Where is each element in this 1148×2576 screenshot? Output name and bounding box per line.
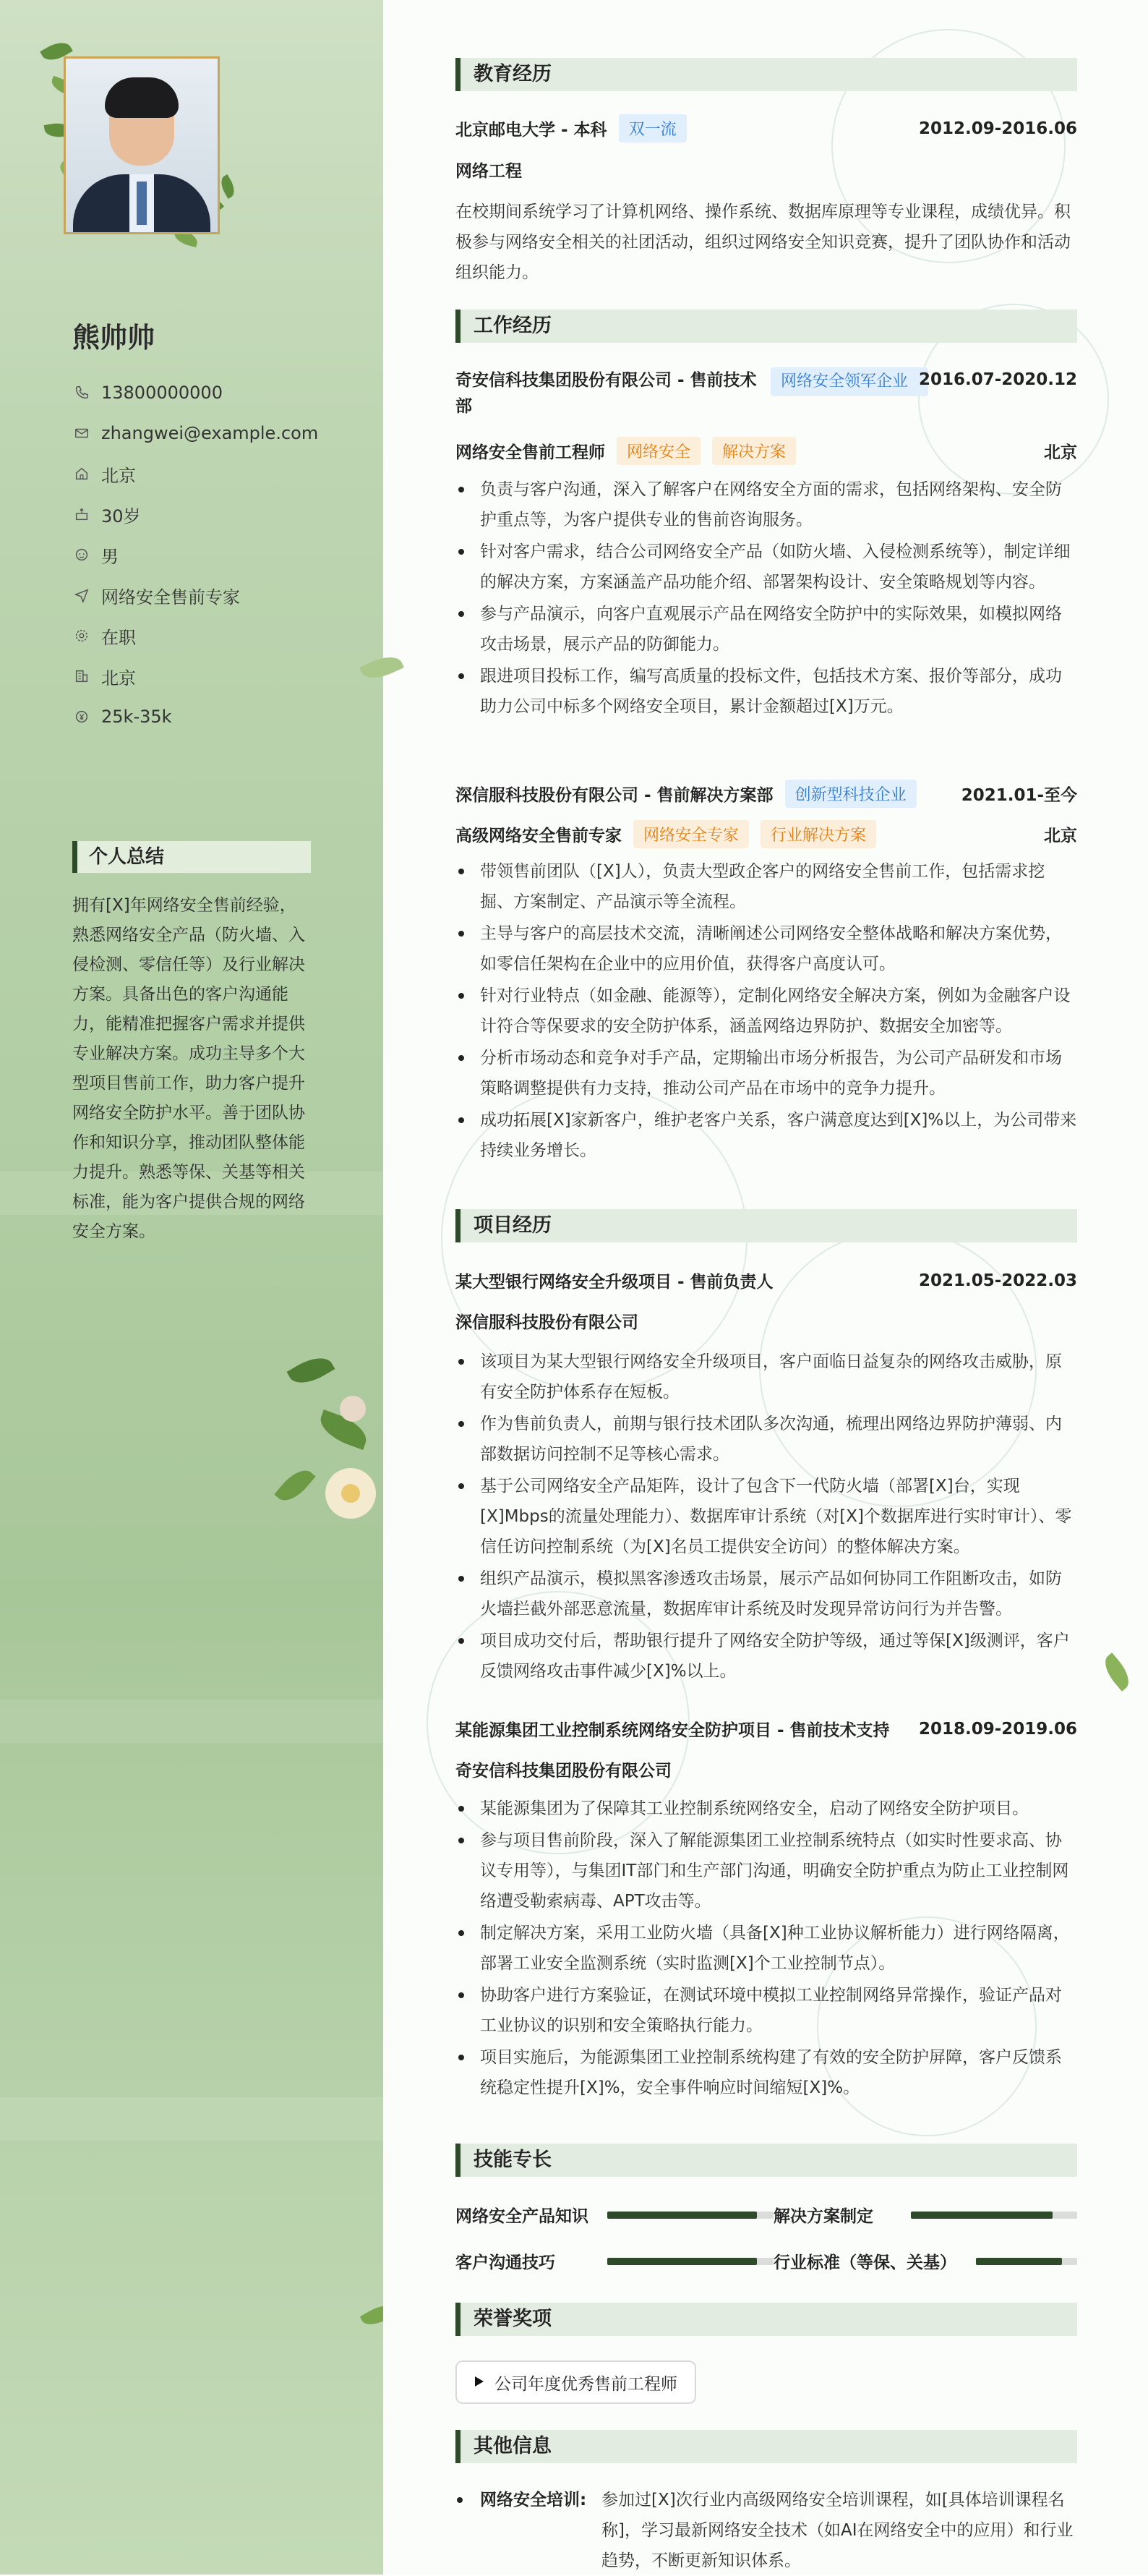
skills-heading: 技能专长	[455, 2144, 1077, 2177]
job-role: 网络安全售前工程师	[455, 443, 605, 462]
age-text: 30岁	[101, 506, 141, 526]
job-bullets	[455, 856, 1077, 1167]
avatar	[64, 56, 220, 234]
candidate-name: 熊帅帅	[72, 322, 155, 354]
education-description: 在校期间系统学习了计算机网络、操作系统、数据库原理等专业课程，成绩优异。积极参与网络安全相关的社团活动，组织过网络安全知识竞赛，提升了团队协作和活动组织能力。	[455, 202, 1071, 282]
email-row	[72, 413, 318, 453]
flower-decoration	[341, 1484, 360, 1503]
job-company-tag: 创新型科技企业	[785, 780, 917, 808]
awards-heading: 荣誉奖项	[455, 2303, 1077, 2336]
job-header-row	[455, 780, 1077, 808]
job-period: 2016.07-2020.12	[918, 370, 1077, 389]
award-text: 公司年度优秀售前工程师	[494, 2374, 677, 2394]
list-item: 成功拓展[X]家新客户，维护老客户关系，客户满意度达到[X]%以上，为公司带来持续业务增长。	[455, 1105, 1077, 1166]
main-content	[383, 0, 1148, 2575]
age-row	[72, 494, 318, 534]
summary-text: 拥有[X]年网络安全售前经验，熟悉网络安全产品（防火墙、入侵检测、零信任等）及行业解决方案。具备出色的客户沟通能力，能精准把握客户需求并提供专业解决方案。成功主导多个大型项目售前工作，助力客户提升网络安全防护水平。善于团队协作和知识分享，推动团队整体能力提升。熟悉等保、关基等相关标准，能为客户提供合规的网络安全方案。	[72, 896, 305, 1241]
list-item: 该项目为某大型银行网络安全升级项目，客户面临日益复杂的网络攻击威胁，原有安全防护体系存在短板。	[455, 1347, 1077, 1407]
phone-icon	[72, 383, 91, 402]
skill-name: 网络安全产品知识	[455, 2207, 588, 2226]
other-info-row	[455, 2485, 1077, 2576]
sidebar-texture	[0, 1699, 383, 1743]
list-item: 针对客户需求，结合公司网络安全产品（如防火墙、入侵检测系统等），制定详细的解决方案，方案涵盖产品功能介绍、部署架构设计、安全策略规划等内容。	[455, 537, 1077, 597]
project-bullets	[455, 1794, 1077, 2104]
gear-icon	[72, 626, 91, 645]
skill-bar-fill	[607, 2258, 757, 2265]
education-school: 北京邮电大学 - 本科	[455, 121, 607, 140]
list-item: 参与项目售前阶段，深入了解能源集团工业控制系统特点（如实时性要求高、协议专用等），与集团IT部门和生产部门沟通，明确安全防护重点为防止工业控制网络遭受勒索病毒、APT攻击等。	[455, 1825, 1077, 1916]
sidebar	[0, 0, 383, 2575]
salary-text: 25k-35k	[101, 707, 172, 727]
list-item: 作为售前负责人，前期与银行技术团队多次沟通，梳理出网络边界防护薄弱、内部数据访问控制不足等核心需求。	[455, 1409, 1077, 1470]
job-period: 2021.01-至今	[961, 786, 1077, 805]
list-item: 跟进项目投标工作，编写高质量的投标文件，包括技术方案、报价等部分，成功助力公司中标多个网络安全项目，累计金额超过[X]万元。	[455, 661, 1077, 722]
list-item: 针对行业特点（如金融、能源等），定制化网络安全解决方案，例如为金融客户设计符合等保要求的安全防护体系，涵盖网络边界防护、数据安全加密等。	[455, 981, 1077, 1041]
skill-bar	[976, 2258, 1077, 2265]
job-city: 北京	[1044, 443, 1077, 462]
project-period: 2021.05-2022.03	[918, 1271, 1077, 1290]
project-company: 深信服科技股份有限公司	[455, 1313, 638, 1332]
phone-text: 13800000000	[101, 383, 223, 403]
skill-bar	[911, 2212, 1077, 2219]
skill-name: 行业标准（等保、关基）	[774, 2253, 956, 2272]
other-text: 参加过[X]次行业内高级网络安全培训课程，如[具体培训课程名称]，学习最新网络安全技术（如AI在网络安全中的应用）和行业趋势，不断更新知识体系。	[601, 2491, 1074, 2570]
list-item: 分析市场动态和竞争对手产品，定期输出市场分析报告，为公司产品研发和市场策略调整提供有力支持，推动公司产品在市场中的竞争力提升。	[455, 1043, 1077, 1104]
project-header-row	[455, 1717, 1077, 1741]
leaf-decoration	[287, 1350, 335, 1391]
mail-icon	[72, 424, 91, 443]
job-tag: 网络安全专家	[633, 820, 749, 848]
skill-bar	[607, 2212, 774, 2219]
target-job-row	[72, 575, 318, 615]
work-heading: 工作经历	[455, 310, 1077, 343]
yen-icon	[72, 707, 91, 726]
cake-icon	[72, 505, 91, 524]
skill-bar-fill	[976, 2258, 1062, 2265]
project-header-row	[455, 1268, 1077, 1292]
project-bullets	[455, 1347, 1077, 1688]
project-company: 奇安信科技集团股份有限公司	[455, 1762, 672, 1780]
education-period: 2012.09-2016.06	[918, 119, 1077, 138]
list-item: 协助客户进行方案验证，在测试环境中模拟工业控制网络异常操作，验证产品对工业协议的识别和安全策略执行能力。	[455, 1980, 1077, 2041]
play-icon	[474, 2373, 484, 2392]
email-text: zhangwei@example.com	[101, 423, 319, 443]
building-icon	[72, 667, 91, 686]
project-period: 2018.09-2019.06	[918, 1719, 1077, 1739]
contact-info-list	[72, 372, 318, 737]
status-row	[72, 615, 318, 656]
leaf-decoration	[274, 1464, 315, 1508]
education-header-row	[455, 114, 1077, 142]
list-item: 带领售前团队（[X]人），负责大型政企客户的网络安全售前工作，包括需求挖掘、方案制定、产品演示等全流程。	[455, 856, 1077, 917]
job-header-row	[455, 367, 1077, 419]
education-major: 网络工程	[455, 162, 522, 181]
skill-bar-fill	[607, 2212, 757, 2219]
job-tag: 网络安全	[617, 437, 701, 465]
phone-row	[72, 372, 318, 413]
list-item: 参与产品演示，向客户直观展示产品在网络安全防护中的实际效果，如模拟网络攻击场景，展示产品的防御能力。	[455, 599, 1077, 660]
location-row	[72, 453, 318, 494]
list-item: 组织产品演示，模拟黑客渗透攻击场景，展示产品如何协同工作阻断攻击，如防火墙拦截外部恶意流量，数据库审计系统及时发现异常访问行为并告警。	[455, 1564, 1077, 1624]
leaf-decoration	[1099, 1652, 1136, 1692]
list-item: 主导与客户的高层技术交流，清晰阐述公司网络安全整体战略和解决方案优势，如零信任架构在企业中的应用价值，获得客户高度认可。	[455, 918, 1077, 979]
bullet-dot	[455, 2485, 480, 2576]
status-text: 在职	[101, 627, 136, 648]
leaf-decoration	[360, 2299, 383, 2330]
leaf-decoration	[218, 174, 239, 199]
skill-name: 解决方案制定	[774, 2207, 873, 2226]
skill-bar-fill	[911, 2212, 1053, 2219]
job-tag: 解决方案	[712, 437, 796, 465]
home-icon	[72, 464, 91, 483]
job-role-row	[455, 820, 1077, 848]
project-name: 某大型银行网络安全升级项目 - 售前负责人	[455, 1273, 774, 1292]
gender-row	[72, 534, 318, 575]
education-tag: 双一流	[619, 114, 687, 142]
job-role-row	[455, 437, 1077, 465]
skill-name: 客户沟通技巧	[455, 2253, 555, 2272]
gender-text: 男	[101, 546, 119, 567]
projects-heading: 项目经历	[455, 1209, 1077, 1242]
job-company: 奇安信科技集团股份有限公司 - 售前技术部	[455, 371, 757, 416]
job-city: 北京	[1044, 827, 1077, 845]
list-item: 某能源集团为了保障其工业控制系统网络安全，启动了网络安全防护项目。	[455, 1794, 1077, 1824]
list-item: 制定解决方案，采用工业防火墙（具备[X]种工业协议解析能力）进行网络隔离，部署工业安全监测系统（实时监测[X]个工业控制节点）。	[455, 1918, 1077, 1979]
city-row	[72, 656, 318, 696]
list-item: 项目实施后，为能源集团工业控制系统构建了有效的安全防护屏障，客户反馈系统稳定性提升[X]%，安全事件响应时间缩短[X]%。	[455, 2042, 1077, 2103]
sidebar-texture	[0, 2097, 383, 2141]
job-company: 深信服科技股份有限公司 - 售前解决方案部	[455, 786, 774, 805]
location-text: 北京	[101, 465, 136, 486]
list-item: 负责与客户沟通，深入了解客户在网络安全方面的需求，包括网络架构、安全防护重点等，为客户提供专业的售前咨询服务。	[455, 474, 1077, 535]
send-icon	[72, 586, 91, 605]
flower-decoration	[340, 1396, 366, 1422]
user-icon	[72, 545, 91, 564]
target-job-text: 网络安全售前专家	[101, 587, 240, 607]
list-item: 项目成功交付后，帮助银行提升了网络安全防护等级，通过等保[X]级测评，客户反馈网络攻击事件减少[X]%以上。	[455, 1626, 1077, 1686]
city-text: 北京	[101, 668, 136, 688]
other-label: 网络安全培训:	[480, 2491, 587, 2509]
skill-bar	[607, 2258, 774, 2265]
job-company-tag: 网络安全领军企业	[771, 367, 928, 396]
list-item: 基于公司网络安全产品矩阵，设计了包含下一代防火墙（部署[X]台，实现[X]Mbps的流量处理能力）、数据库审计系统（对[X]个数据库进行实时审计）、零信任访问控制系统（为[X]名员工提供安全访问）的整体解决方案。	[455, 1471, 1077, 1562]
job-bullets	[455, 474, 1077, 723]
award-badge	[455, 2360, 696, 2404]
other-heading: 其他信息	[455, 2430, 1077, 2463]
summary-heading: 个人总结	[72, 841, 311, 873]
education-heading: 教育经历	[455, 58, 1077, 91]
project-name: 某能源集团工业控制系统网络安全防护项目 - 售前技术支持	[455, 1721, 890, 1740]
job-role: 高级网络安全售前专家	[455, 827, 622, 845]
salary-row	[72, 696, 318, 737]
job-tag: 行业解决方案	[761, 820, 876, 848]
